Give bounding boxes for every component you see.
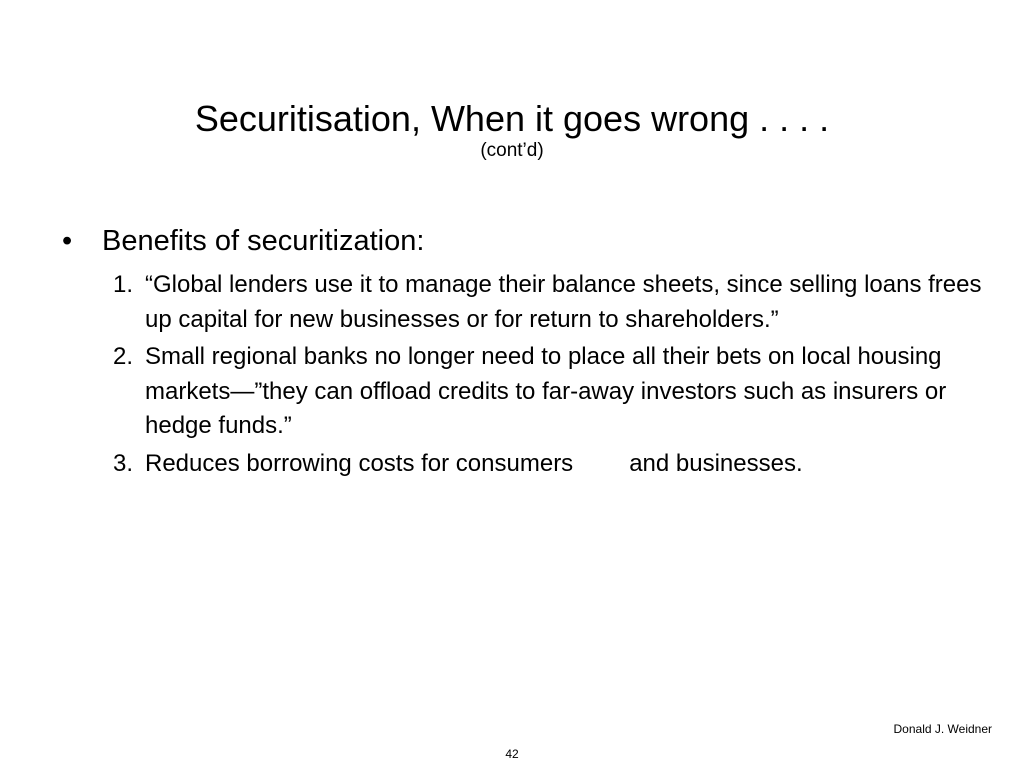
list-item-text: Small regional banks no longer need to place all their bets on local housing markets—”they can offload credits to far-away investors such as insurers or hedge funds.” — [145, 343, 947, 439]
list-item-number: 2. — [113, 343, 134, 370]
benefits-list — [113, 268, 993, 484]
list-item-text-part2: and businesses. — [629, 449, 803, 477]
list-item — [113, 340, 993, 444]
list-item-number: 1. — [113, 271, 134, 298]
list-item-number: 3. — [113, 449, 134, 477]
main-bullet — [62, 222, 982, 260]
list-item-text-part1: Reduces borrowing costs for consumers — [145, 449, 574, 477]
list-item — [113, 447, 993, 482]
footer-author: Donald J. Weidner — [893, 722, 992, 736]
bullet-marker: • — [62, 225, 73, 257]
slide-subtitle: (cont’d) — [480, 140, 544, 161]
list-item-text: “Global lenders use it to manage their balance sheets, since selling loans frees up capital for new businesses or for return to shareholders.” — [145, 271, 982, 333]
page-number: 42 — [505, 747, 519, 761]
main-bullet-text: Benefits of securitization: — [102, 225, 425, 257]
slide-title: Securitisation, When it goes wrong . . . . — [194, 98, 830, 139]
list-item — [113, 268, 993, 337]
title-block — [0, 98, 1024, 162]
